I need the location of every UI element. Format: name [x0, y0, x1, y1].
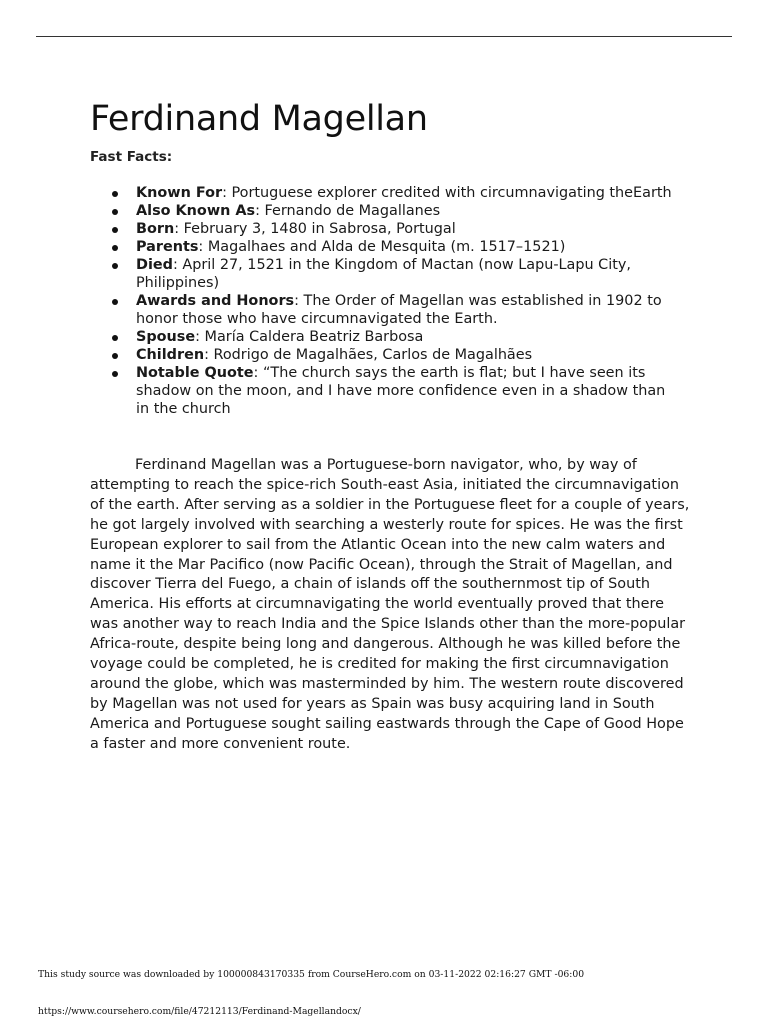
fact-label: Also Known As — [136, 203, 256, 219]
fact-text: : Fernando de Magallanes — [255, 203, 441, 219]
bullet-icon — [112, 353, 118, 359]
download-source-note: This study source was downloaded by 100000843170335 from CourseHero.com on 03-11-2022 02:16:27 GMT -06:00 — [38, 969, 585, 980]
fast-facts-list — [90, 184, 680, 418]
bullet-icon — [112, 299, 118, 305]
fact-label: Notable Quote — [136, 365, 254, 381]
bullet-icon — [112, 245, 118, 251]
fact-also-known-as — [90, 202, 680, 220]
bullet-icon — [112, 227, 118, 233]
body-paragraph: Ferdinand Magellan was a Portuguese-born navigator, who, by way of attempting to reach the spice-rich South-east Asia, initiated the circumnavigation of the earth. After serving as a soldier in the Portuguese fleet for a couple of years, he got largely involved with searching a westerly route for spices. He was the first European explorer to sail from the Atlantic Ocean into the new calm waters and name it the Mar Pacifico (now Pacific Ocean), through the Strait of Magellan, and discover Tierra del Fuego, a chain of islands off the southernmost tip of South America. His efforts at circumnavigating the world eventually proved that there was another way to reach India and the Spice Islands other than the more-popular Africa-route, despite being long and dangerous. Although he was killed before the voyage could be completed, he is credited for making the first circumnavigation around the globe, which was masterminded by him. The western route discovered by Magellan was not used for years as Spain was busy acquiring land in South America and Portuguese sought sailing eastwards through the Cape of Good Hope a faster and more convenient route. — [90, 457, 690, 752]
fact-known-for — [90, 184, 680, 202]
fact-parents — [90, 238, 680, 256]
bullet-icon — [112, 335, 118, 341]
page-title: Ferdinand Magellan — [90, 99, 428, 139]
fact-text: : “The church says the earth is flat; but I have seen its shadow on the moon, and I have more confidence even in a shadow than in the church — [136, 365, 666, 417]
fact-awards-and-honors — [90, 292, 680, 328]
top-divider — [36, 36, 732, 37]
fact-label: Spouse — [136, 329, 196, 345]
fact-text: : April 27, 1521 in the Kingdom of Mactan (now Lapu-Lapu City, Philippines) — [136, 257, 631, 291]
fact-children — [90, 346, 680, 364]
fact-label: Known For — [136, 185, 223, 201]
fact-notable-quote — [90, 364, 680, 418]
fact-text: : Rodrigo de Magalhães, Carlos de Magalhães — [204, 347, 533, 363]
fact-label: Children — [136, 347, 205, 363]
fact-born — [90, 220, 680, 238]
bullet-icon — [112, 371, 118, 377]
fast-facts-heading: Fast Facts: — [90, 149, 173, 165]
source-url: https://www.coursehero.com/file/47212113/Ferdinand-Magellandocx/ — [38, 1006, 361, 1017]
fact-label: Died — [136, 257, 173, 273]
fact-spouse — [90, 328, 680, 346]
fact-text: : María Caldera Beatriz Barbosa — [195, 329, 424, 345]
bullet-icon — [112, 209, 118, 215]
bullet-icon — [112, 191, 118, 197]
fact-died — [90, 256, 680, 292]
fact-label: Parents — [136, 239, 199, 255]
fact-label: Awards and Honors — [136, 293, 295, 309]
fact-text: : Portuguese explorer credited with circumnavigating theEarth — [222, 185, 672, 201]
fact-text: : Magalhaes and Alda de Mesquita (m. 1517–1521) — [198, 239, 566, 255]
fact-label: Born — [136, 221, 175, 237]
fact-text: : February 3, 1480 in Sabrosa, Portugal — [174, 221, 456, 237]
bullet-icon — [112, 263, 118, 269]
fact-text: : The Order of Magellan was established in 1902 to honor those who have circumnavigated the Earth. — [136, 293, 662, 327]
